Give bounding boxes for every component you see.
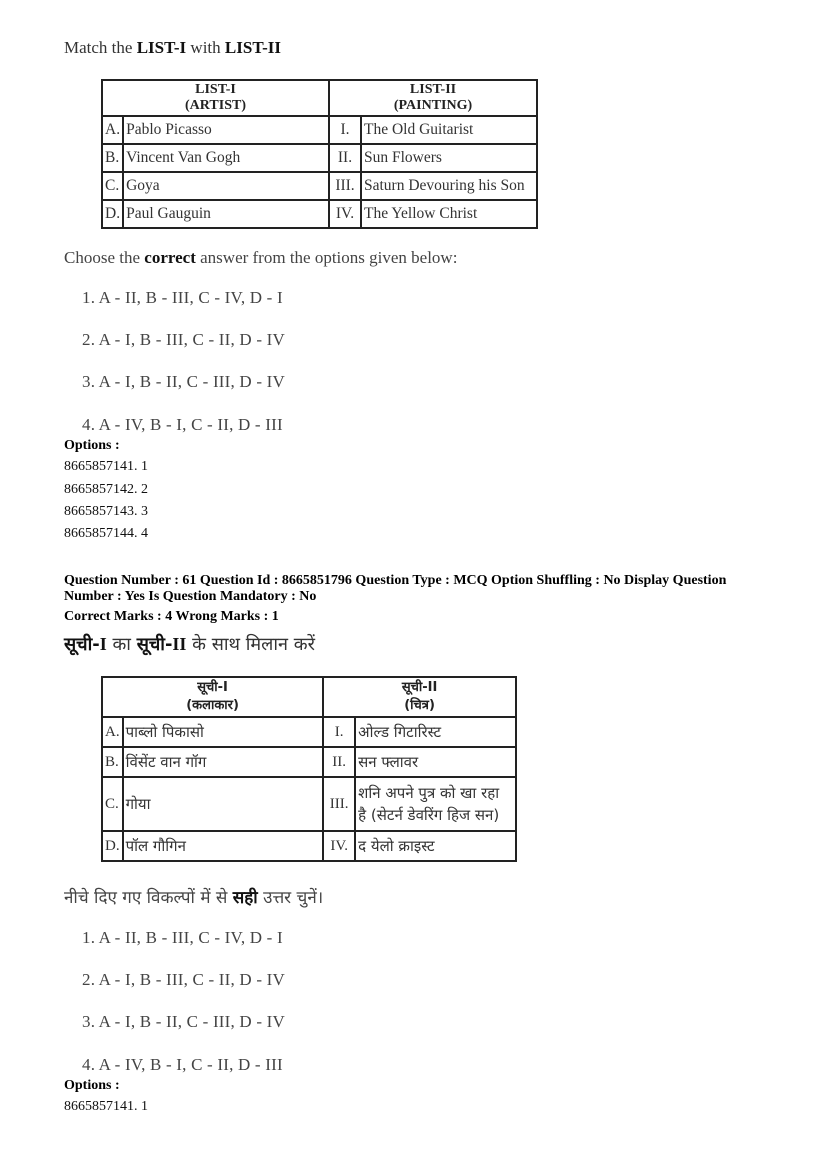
option-id: 8665857144. 4 [64, 526, 148, 541]
q60-answer-1: 1. A - II, B - III, C - IV, D - I [82, 288, 283, 307]
artist-cell: विंसेंट वान गॉग [123, 747, 324, 777]
q60-match-table [101, 79, 538, 229]
q60-title: Match the LIST-I with LIST-II [64, 38, 281, 57]
q60-instruction: Choose the correct answer from the options given below: [64, 248, 458, 267]
q61-match-table [101, 676, 517, 862]
painting-cell: शनि अपने पुत्र को खा रहा है (सेटर्न डेवरिंग हिज सन) [355, 777, 516, 831]
table-row: D. Paul Gauguin IV. The Yellow Christ [102, 200, 537, 228]
table-row: C. गोया III. शनि अपने पुत्र को खा रहा है (सेटर्न डेवरिंग हिज सन) [102, 777, 516, 831]
q61-meta-line1: Question Number : 61 Question Id : 8665851796 Question Type : MCQ Option Shuffling : No Display Question [64, 573, 727, 588]
artist-cell: Goya [123, 172, 329, 200]
q60-table-header [102, 80, 537, 116]
table-row: B. विंसेंट वान गॉग II. सन फ्लावर [102, 747, 516, 777]
table-row: C. Goya III. Saturn Devouring his Son [102, 172, 537, 200]
q61-answer-3: 3. A - I, B - II, C - III, D - IV [82, 1012, 286, 1031]
table-row: B. Vincent Van Gogh II. Sun Flowers [102, 144, 537, 172]
q61-answer-2: 2. A - I, B - III, C - II, D - IV [82, 970, 286, 989]
table-row: A. Pablo Picasso I. The Old Guitarist [102, 116, 537, 144]
q60-title-list1: LIST-I [136, 38, 187, 57]
q61-header-list2: सूची-II (चित्र) [323, 677, 516, 717]
artist-cell: Pablo Picasso [123, 116, 329, 144]
q61-title: सूची-I का सूची-II के साथ मिलान करें [64, 634, 315, 655]
option-id: 8665857141. 1 [64, 459, 148, 474]
table-row: D. पॉल गौगिन IV. द येलो क्राइस्ट [102, 831, 516, 861]
q61-instruction: नीचे दिए गए विकल्पों में से सही उत्तर चुनें। [64, 888, 324, 908]
painting-cell: The Yellow Christ [361, 200, 537, 228]
q60-header-list2: LIST-II (PAINTING) [329, 80, 537, 116]
artist-cell: गोया [123, 777, 324, 831]
q60-title-list2: LIST-II [224, 38, 281, 57]
q60-answer-4: 4. A - IV, B - I, C - II, D - III [82, 415, 283, 434]
option-id: 8665857143. 3 [64, 504, 148, 519]
painting-cell: ओल्ड गिटारिस्ट [355, 717, 516, 747]
artist-cell: पॉल गौगिन [123, 831, 324, 861]
q61-answer-1: 1. A - II, B - III, C - IV, D - I [82, 928, 283, 947]
painting-cell: Saturn Devouring his Son [361, 172, 537, 200]
artist-cell: Paul Gauguin [123, 200, 329, 228]
q60-header-list1: LIST-I (ARTIST) [102, 80, 329, 116]
q61-meta-line3: Correct Marks : 4 Wrong Marks : 1 [64, 609, 279, 624]
q61-table-header [102, 677, 516, 717]
option-id: 8665857142. 2 [64, 482, 148, 497]
artist-cell: Vincent Van Gogh [123, 144, 329, 172]
painting-cell: Sun Flowers [361, 144, 537, 172]
painting-cell: The Old Guitarist [361, 116, 537, 144]
table-row: A. पाब्लो पिकासो I. ओल्ड गिटारिस्ट [102, 717, 516, 747]
q60-answer-3: 3. A - I, B - II, C - III, D - IV [82, 372, 286, 391]
q60-options-label: Options : [64, 438, 120, 453]
artist-cell: पाब्लो पिकासो [123, 717, 324, 747]
q61-meta-line2: Number : Yes Is Question Mandatory : No [64, 589, 317, 604]
painting-cell: सन फ्लावर [355, 747, 516, 777]
q61-answer-4: 4. A - IV, B - I, C - II, D - III [82, 1055, 283, 1074]
q60-answer-2: 2. A - I, B - III, C - II, D - IV [82, 330, 286, 349]
q61-options-label: Options : [64, 1078, 120, 1093]
painting-cell: द येलो क्राइस्ट [355, 831, 516, 861]
option-id: 8665857141. 1 [64, 1099, 148, 1114]
q61-header-list1: सूची-I (कलाकार) [102, 677, 323, 717]
